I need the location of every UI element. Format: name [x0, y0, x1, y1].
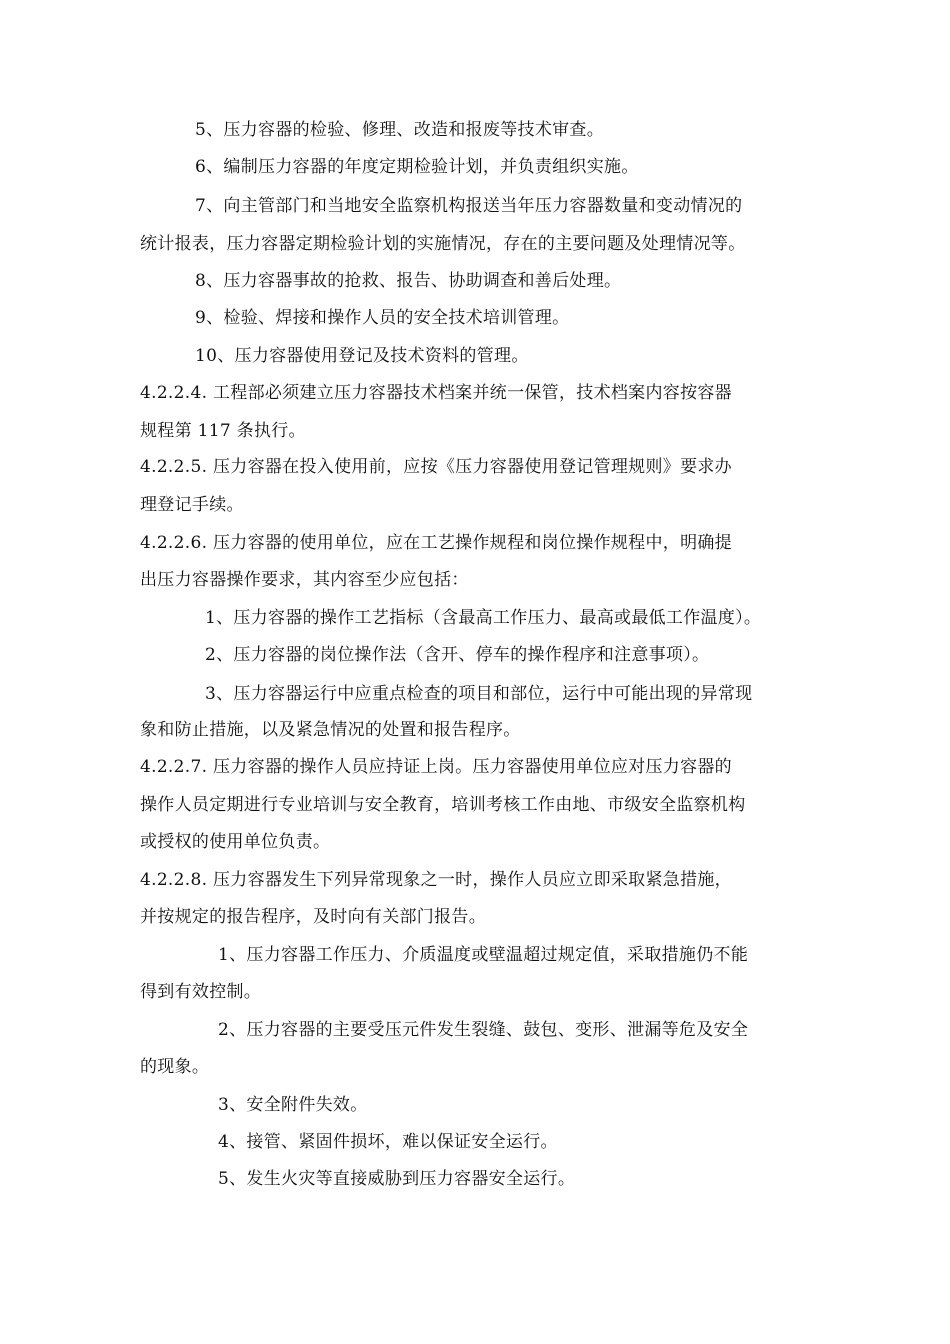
section-heading-4-2-2-5: 4.2.2.5. 压力容器在投入使用前，应按《压力容器使用登记管理规则》要求办	[140, 457, 732, 477]
text-line: 4、接管、紧固件损坏，难以保证安全运行。	[218, 1132, 558, 1152]
text-line: 的现象。	[140, 1057, 210, 1077]
section-heading-4-2-2-6: 4.2.2.6. 压力容器的使用单位，应在工艺操作规程和岗位操作规程中，明确提	[140, 533, 732, 553]
text-line: 规程第 117 条执行。	[140, 421, 306, 441]
text-line: 6、编制压力容器的年度定期检验计划，并负责组织实施。	[195, 157, 639, 177]
text-line: 5、压力容器的检验、修理、改造和报废等技术审查。	[195, 120, 605, 140]
text-line: 象和防止措施，以及紧急情况的处置和报告程序。	[140, 720, 521, 740]
text-line: 或授权的使用单位负责。	[140, 832, 331, 852]
text-line: 8、压力容器事故的抢救、报告、协助调查和善后处理。	[195, 271, 622, 291]
text-line: 10、压力容器使用登记及技术资料的管理。	[195, 346, 529, 366]
text-line: 并按规定的报告程序，及时向有关部门报告。	[140, 907, 486, 927]
text-line: 理登记手续。	[140, 495, 244, 515]
text-line: 统计报表，压力容器定期检验计划的实施情况，存在的主要问题及处理情况等。	[140, 234, 746, 254]
text-line: 出压力容器操作要求，其内容至少应包括：	[140, 570, 469, 590]
text-line: 得到有效控制。	[140, 982, 262, 1002]
text-line: 3、安全附件失效。	[218, 1095, 368, 1115]
text-line: 3、压力容器运行中应重点检查的项目和部位，运行中可能出现的异常现	[205, 684, 753, 704]
text-line: 5、发生火灾等直接威胁到压力容器安全运行。	[218, 1169, 576, 1189]
section-heading-4-2-2-8: 4.2.2.8. 压力容器发生下列异常现象之一时，操作人员应立即采取紧急措施，	[140, 870, 732, 890]
text-line: 2、压力容器的主要受压元件发生裂缝、鼓包、变形、泄漏等危及安全	[218, 1020, 749, 1040]
section-heading-4-2-2-7: 4.2.2.7. 压力容器的操作人员应持证上岗。压力容器使用单位应对压力容器的	[140, 757, 732, 777]
text-line: 9、检验、焊接和操作人员的安全技术培训管理。	[195, 308, 570, 328]
section-heading-4-2-2-4: 4.2.2.4. 工程部必须建立压力容器技术档案并统一保管，技术档案内容按容器	[140, 383, 732, 403]
text-line: 2、压力容器的岗位操作法（含开、停车的操作程序和注意事项）。	[205, 645, 710, 665]
text-line: 操作人员定期进行专业培训与安全教育，培训考核工作由地、市级安全监察机构	[140, 795, 746, 815]
text-line: 1、压力容器工作压力、介质温度或壁温超过规定值，采取措施仍不能	[218, 945, 749, 965]
text-line: 1、压力容器的操作工艺指标（含最高工作压力、最高或最低工作温度）。	[205, 608, 762, 628]
text-line: 7、向主管部门和当地安全监察机构报送当年压力容器数量和变动情况的	[195, 196, 743, 216]
